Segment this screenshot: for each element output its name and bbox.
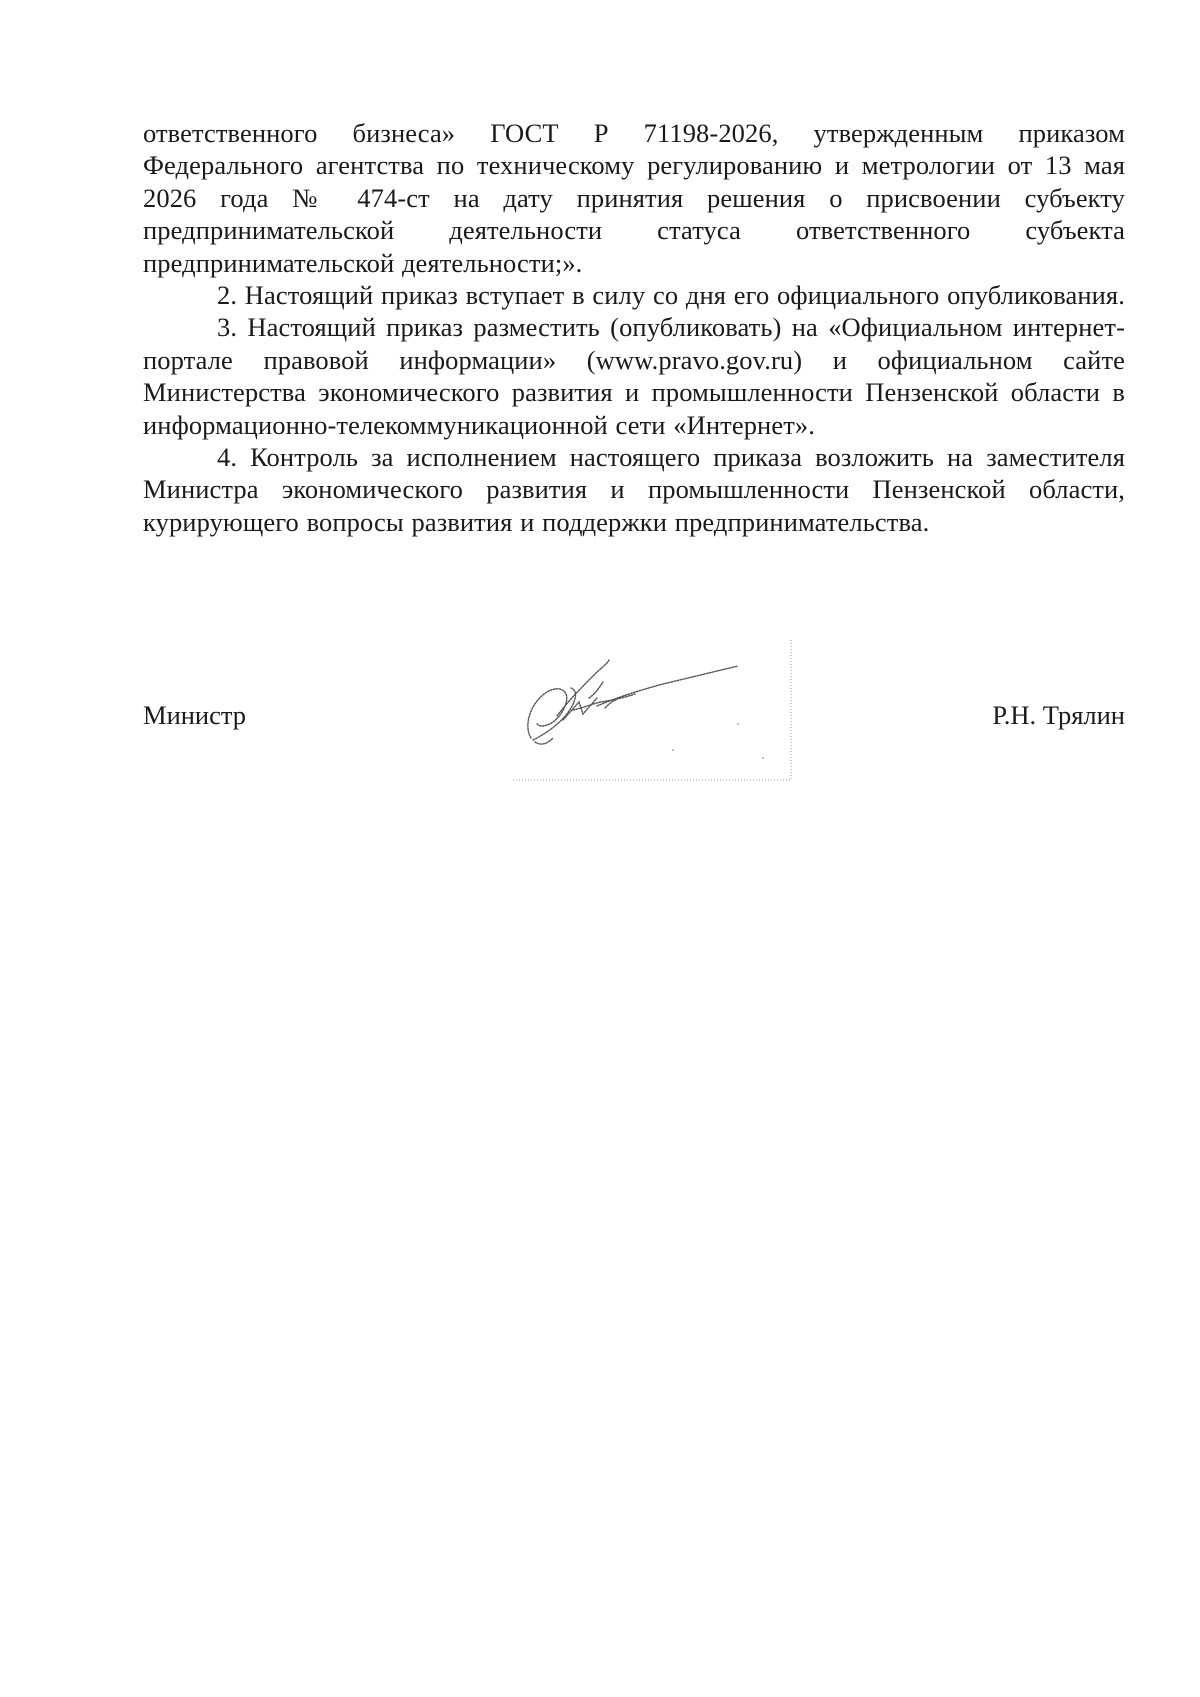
paragraph-continuation: ответственного бизнеса» ГОСТ Р 71198-2026, утвержденным приказом Федерального агентства по техническому регулированию и метрологии от 13 мая 2026 года № 474-ст на дату принятия решения о присвоении субъекту предпринимательской деятельности статуса ответственного субъекта предпринимательской деятельности;». bbox=[143, 118, 1125, 278]
signatory-name: Р.Н. Трялин bbox=[992, 700, 1125, 730]
paragraph-item-4: 4. Контроль за исполнением настоящего приказа возложить на заместителя Министра экономического развития и промышленности Пензенской области, курирующего вопросы развития и поддержки предпринимательства. bbox=[143, 442, 1125, 537]
signatory-title: Министр bbox=[143, 700, 247, 730]
signature-block bbox=[143, 690, 1125, 810]
handwritten-signature bbox=[513, 630, 813, 800]
paragraph-item-2: 2. Настоящий приказ вступает в силу со дня его официального опубликования. bbox=[217, 280, 1125, 311]
document-body bbox=[143, 117, 1125, 538]
paragraph-item-3: 3. Настоящий приказ разместить (опубликовать) на «Официальном интернет-портале правовой информации» (www.pravo.gov.ru) и официальном сайте Министерства экономического развития и промышленности Пензенской области в информационно-телекоммуникационной сети «Интернет». bbox=[143, 312, 1125, 440]
signature-icon bbox=[513, 630, 813, 800]
